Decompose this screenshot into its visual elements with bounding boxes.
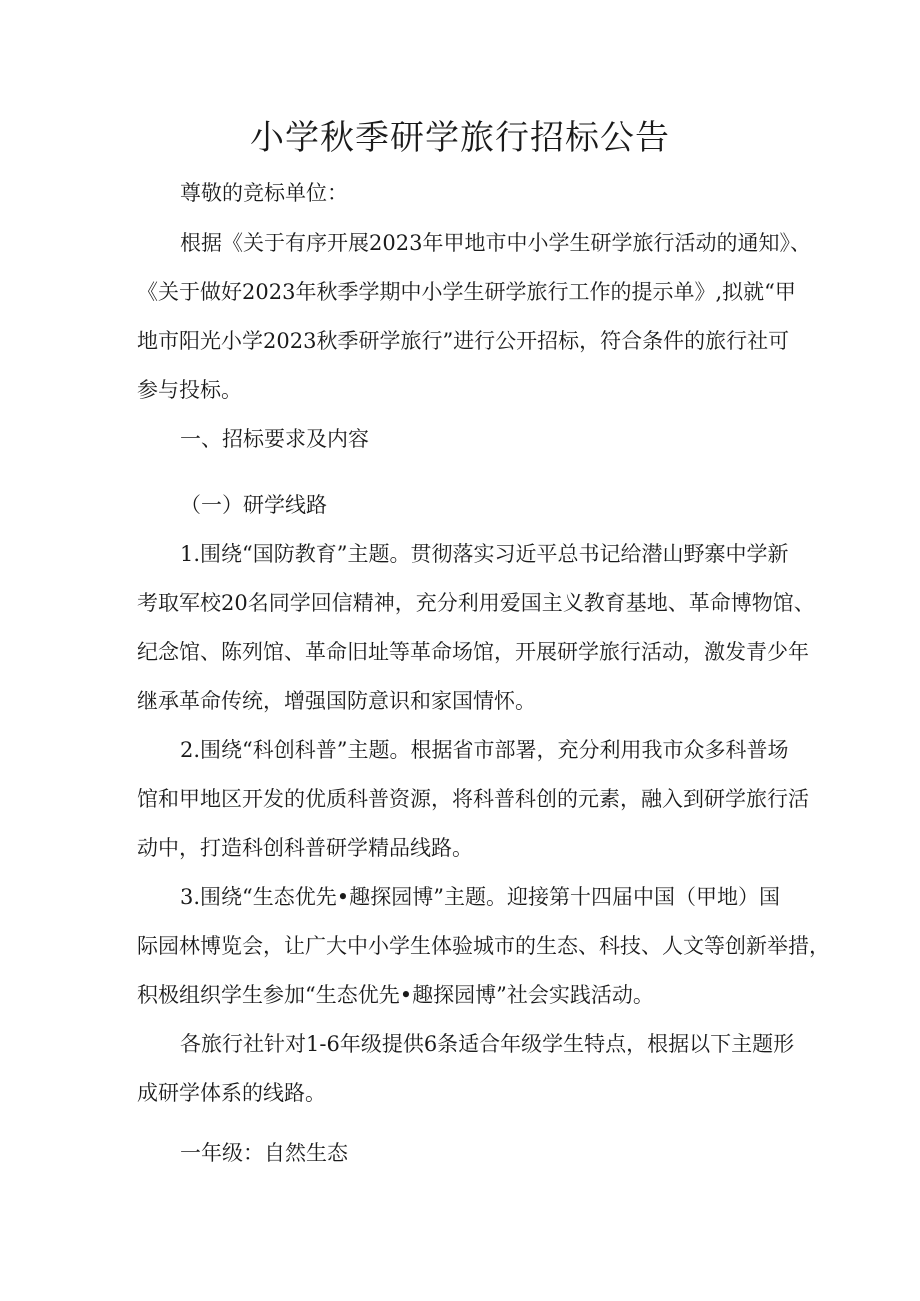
item2-line-2: 馆和甲地区开发的优质科普资源，将科普科创的元素，融入到研学旅行活 bbox=[137, 787, 809, 811]
grade1-heading: 一年级：自然生态 bbox=[180, 1141, 348, 1165]
item3-line-2: 际园林博览会，让广大中小学生体验城市的生态、科技、人文等创新举措， bbox=[137, 934, 830, 958]
intro-line-1: 根据《关于有序开展2023年甲地市中小学生研学旅行活动的通知》、 bbox=[180, 231, 811, 255]
item3-line-1: 3.围绕“生态优先•趣探园博”主题。迎接第十四届中国（甲地）国 bbox=[180, 885, 780, 909]
subsection-heading: （一）研学线路 bbox=[180, 493, 327, 517]
item1-line-2: 考取军校20名同学回信精神，充分利用爱国主义教育基地、革命博物馆、 bbox=[137, 591, 815, 615]
intro-line-2: 《关于做好2023年秋季学期中小学生研学旅行工作的提示单》,拟就“甲 bbox=[137, 280, 796, 304]
item1-line-1: 1.围绕“国防教育”主题。贯彻落实习近平总书记给潜山野寨中学新 bbox=[180, 542, 789, 566]
item1-line-3: 纪念馆、陈列馆、革命旧址等革命场馆，开展研学旅行活动，激发青少年 bbox=[137, 640, 809, 664]
intro-line-3: 地市阳光小学2023秋季研学旅行”进行公开招标，符合条件的旅行社可 bbox=[137, 329, 790, 353]
document-title: 小学秋季研学旅行招标公告 bbox=[250, 118, 670, 158]
item2-line-3: 动中，打造科创科普研学精品线路。 bbox=[137, 836, 473, 860]
section-heading: 一、招标要求及内容 bbox=[180, 427, 369, 451]
routes-line-1: 各旅行社针对1-6年级提供6条适合年级学生特点，根据以下主题形 bbox=[180, 1032, 795, 1056]
routes-line-2: 成研学体系的线路。 bbox=[137, 1081, 326, 1105]
intro-line-4: 参与投标。 bbox=[137, 378, 242, 402]
item2-line-1: 2.围绕“科创科普”主题。根据省市部署，充分利用我市众多科普场 bbox=[180, 738, 789, 762]
item1-line-4: 继承革命传统，增强国防意识和家国情怀。 bbox=[137, 689, 536, 713]
item3-line-3: 积极组织学生参加“生态优先•趣探园博”社会实践活动。 bbox=[137, 983, 654, 1007]
salutation: 尊敬的竞标单位： bbox=[180, 181, 348, 205]
